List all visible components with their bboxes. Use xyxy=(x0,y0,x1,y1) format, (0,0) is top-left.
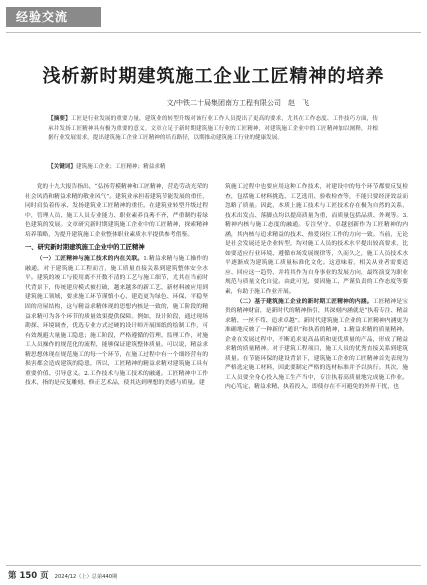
article-title: 浅析新时期建筑施工企业工匠精神的培养 xyxy=(42,66,385,87)
issue-info: 2024/12（上）总第440期 xyxy=(54,574,118,580)
continued-paragraph: 筑施工过程中也要应用这种工作技术，对建设中的每个环节都要反复检查，包括施工材料挑选、工艺选用、验收检查等，不能只要经济效益而忽略了质量。因此，本质上施工技术与工匠技术存在极为自然的关系，技术出发点、落脚点均以提高质量为重，而质量包括品质、外观等。3.精神内核与施工态度的融通。专注坚守、卓越创新作为工匠精神的内涵，其内核与追求精益的技术、热爱岗位工作的方向一致。当前，无论是社会发展还是企业转型，均对施工人员的技术水平提出较高要求，比如要适应行业环境、遵循市场发展规律等，久而久之，施工人员技术水平逐渐成为建筑施工质量标准化文化。这意味着，相关从业者需要适应、回应这一趋势，并将其作为自身事业的发展方向，最终演变为职业规范与质量文化自觉。由此可见，要因施工、严谨负责的工作态度等要素，有助于施工作业开展。 xyxy=(225,184,408,296)
section-heading-1: 一、研究新时期建筑施工企业中的工匠精神 xyxy=(25,244,145,252)
subsection-2-text: 工匠精神是宝贵的精神财富，是新时代的精神指引，其深刻内涵就是“执着专注、精益求精、一丝不苟、追求卓越”。新时代建筑施工企业的工匠精神内涵更为准确地反映了一种新的“通识”和执着的精神，1.精益求精的质量精神。企业在发展过程中，不断追求更高品质和更优质量的产品，形成了精益求精的质量精神。对于建筑工程项目，施工人员的优秀直接关系到建筑质量。在节能环保的建设背景下，建筑施工企业的工匠精神首先表现为严格选定施工材料，因此要制定严格的选材标准并予以执行。其次，施工人员要全身心投入施工生产当中，专注执着高质量地完成施工作业。内心笃定、精益求精、执着投入，即使存在不可避免的外界干扰，也 xyxy=(225,298,408,391)
subsection-2-label: （二）基于建筑施工企业的新时期工匠精神的内涵。 xyxy=(236,298,373,305)
page-footer xyxy=(8,569,117,581)
article-abstract xyxy=(48,115,378,144)
article-byline: 文/中铁二十局集团南方工程有限公司 赵 飞 xyxy=(166,99,309,107)
abstract-text: 工匠是行业发展的重要力量，建筑业的转型升级对该行业工作人员提出了更高的要求，尤其在工作态度、工作技巧方面，传承并发扬工匠精神具有极为重要的意义。文章立足于新时期建筑施工行业的工匠精神，对建筑施工企业中的工匠精神加以阐释，并根据行业发展需求，提出建筑施工企业工匠精神的培育路径，以期推动建筑施工行业的健康发展。 xyxy=(48,116,378,142)
body-column-left xyxy=(25,183,208,389)
page-number: 第 150 页 xyxy=(8,571,49,581)
subsection-1-text: 1.精益求精与施工操作的融通。对于建筑施工工程而言，施工质量直接关系到建筑整体安全水平。建筑的竣工与使用离不开数不清的工艺与施工细节，尤其在当前时代背景下，传统建房模式被打破，越来越多的新工艺、新材料被应用到建筑施工领域，要求施工环节谨慎小心、建造更为绿色、环保、平稳坚固的房屋结构，这与精益求精体现的思想内核是一致的，施工阶段的精益求精可为各个环节的质量效果提供保障。例如，设计阶段，通过现场勘探、环境调查，优选专业方式过硬的设计师开展图纸的绘制工作，可有效规避大量施工隐患；施工阶段，严格遵循的管理、监理工作，对施工人员操作的规范化的流程，能够保证建筑整体质量。可以说，精益求精思想体现在规范施工的每一个环节，在施工过程中有一个细经营有的损害都会造成建筑的隐患，所以，工匠精神的精益求精对建筑施工具有重要价值、引导意义。2.工作技术与施工技术的融通。工匠精神中工作技术，指的是反复雕刻、修正艺术品，使其达到理想的美感与质量。建 xyxy=(25,256,208,387)
subsection-1-label: （一）工匠精神与施工技术的内在关联。 xyxy=(36,256,144,263)
article-keywords xyxy=(48,163,378,173)
keywords-label: 【关键词】 xyxy=(48,164,76,170)
keywords-text: 建筑施工企业；工匠精神；精益求精 xyxy=(75,164,166,170)
footer-divider xyxy=(6,565,421,566)
abstract-label: 【摘要】 xyxy=(48,116,71,122)
section-tag: 经验交流 xyxy=(6,7,101,27)
intro-paragraph: 党的十九大报告指出，“弘扬劳模精神和工匠精神，营造劳动光荣的社会风尚和精益求精的敬业风气”。建筑业承担着建筑节能发展的重任，同时肩负着传承、发扬建筑业工匠精神的重任。在建筑业转型升级过程中，管理人员、施工人员专业能力、职业素养良莠不齐，严重制约着绿色建筑的发展。文章研究新时期建筑施工企业中的工匠精神，探索精神培养策略，为提升建筑施工企业整体职业素质水平提供参考借鉴。 xyxy=(25,184,208,238)
body-column-right xyxy=(225,183,408,393)
header-divider xyxy=(6,32,421,33)
subsection-2 xyxy=(225,298,408,393)
subsection-1 xyxy=(25,255,208,389)
